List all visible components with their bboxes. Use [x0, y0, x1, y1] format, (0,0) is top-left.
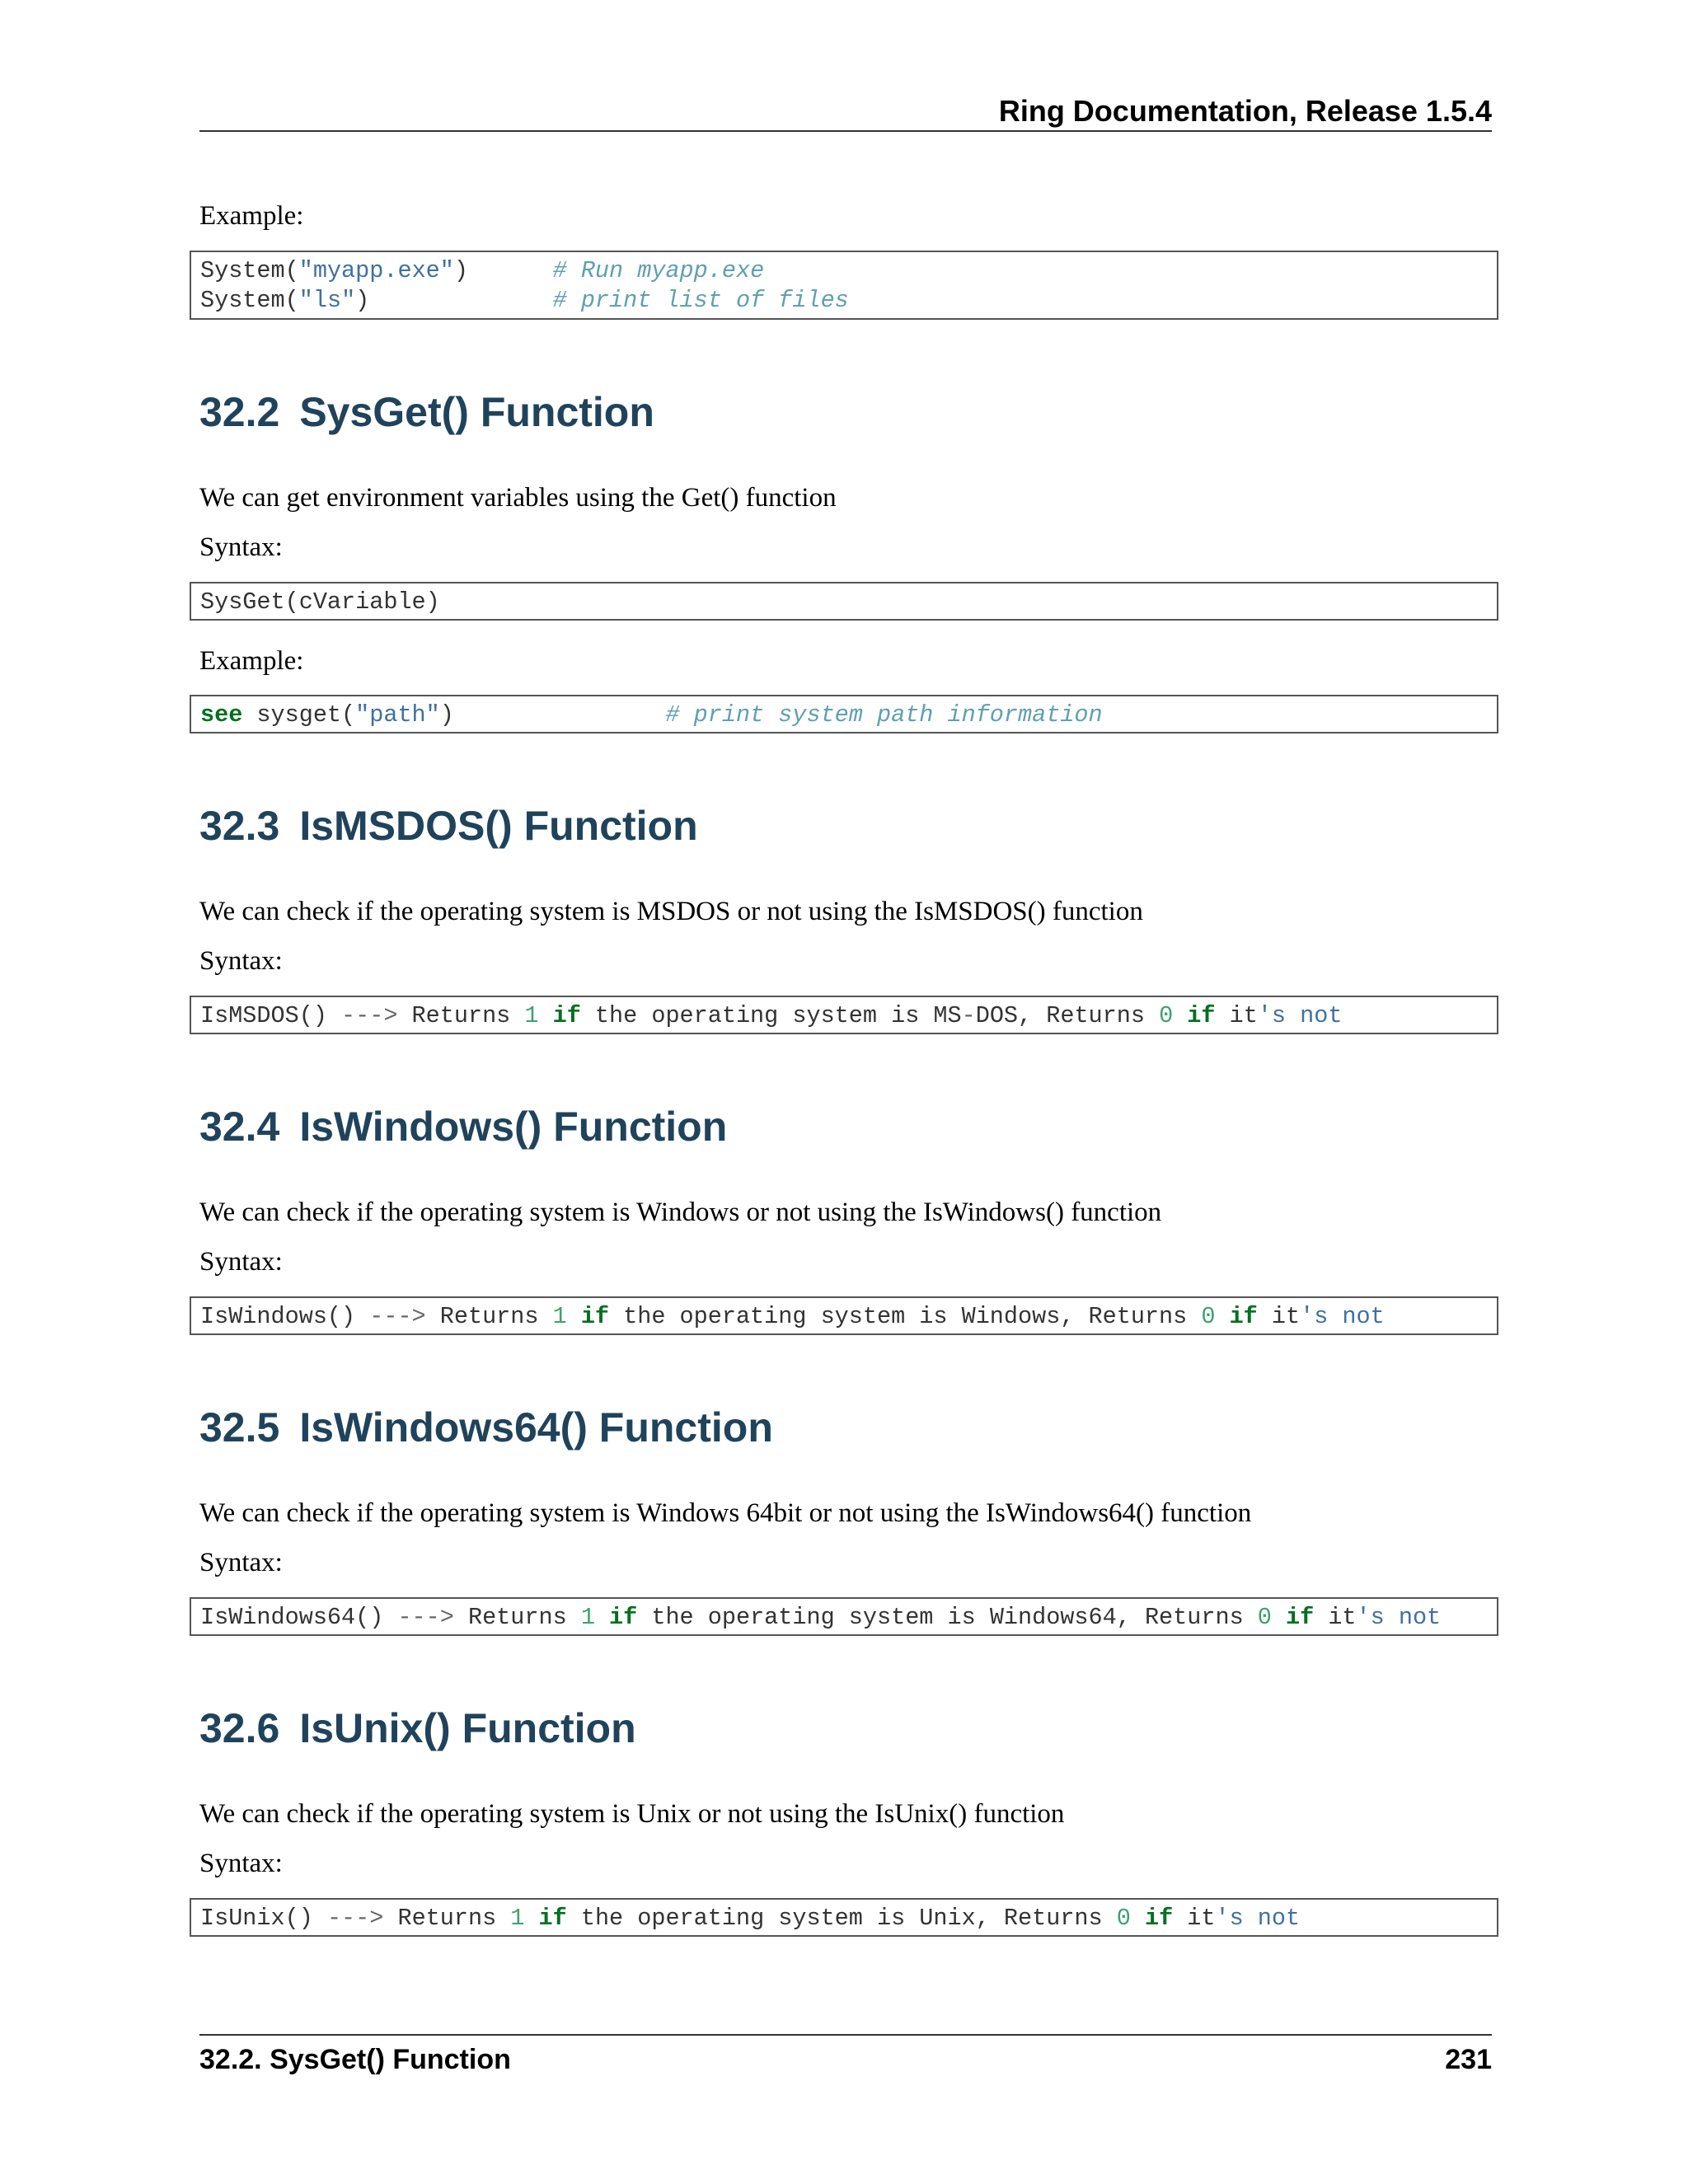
sysget-example-label: Example: — [199, 646, 304, 676]
sysget-description: We can get environment variables using the Get() function — [199, 483, 837, 513]
code-block-isunix: IsUnix() ---> Returns 1 if the operating system is Unix, Returns 0 if it's not — [190, 1898, 1498, 1937]
isunix-syntax-label: Syntax: — [199, 1849, 283, 1878]
code-block-iswindows64: IsWindows64() ---> Returns 1 if the operating system is Windows64, Returns 0 if it's not — [190, 1597, 1498, 1636]
section-heading-ismsdos: 32.3 IsMSDOS() Function — [199, 803, 698, 849]
page-number: 231 — [1445, 2044, 1492, 2075]
document-title: Ring Documentation, Release 1.5.4 — [998, 94, 1492, 128]
code-block-system: System("myapp.exe") # Run myapp.exe System("ls") # print list of files — [190, 251, 1498, 320]
code-block-sysget-syntax: SysGet(cVariable) — [190, 582, 1498, 621]
section-heading-iswindows: 32.4 IsWindows() Function — [199, 1104, 728, 1150]
iswindows-description: We can check if the operating system is Windows or not using the IsWindows() function — [199, 1197, 1162, 1227]
section-heading-isunix: 32.6 IsUnix() Function — [199, 1705, 636, 1751]
page-footer — [199, 2034, 1492, 2085]
isunix-description: We can check if the operating system is Unix or not using the IsUnix() function — [199, 1799, 1065, 1829]
iswindows-syntax-label: Syntax: — [199, 1247, 283, 1277]
ismsdos-description: We can check if the operating system is MSDOS or not using the IsMSDOS() function — [199, 897, 1143, 926]
iswindows64-description: We can check if the operating system is Windows 64bit or not using the IsWindows64() function — [199, 1498, 1252, 1528]
section-heading-sysget: 32.2 SysGet() Function — [199, 389, 654, 435]
page-header — [199, 89, 1492, 132]
section-heading-iswindows64: 32.5 IsWindows64() Function — [199, 1404, 773, 1451]
iswindows64-syntax-label: Syntax: — [199, 1548, 283, 1577]
example-label: Example: — [199, 201, 304, 231]
code-block-iswindows: IsWindows() ---> Returns 1 if the operating system is Windows, Returns 0 if it's not — [190, 1296, 1498, 1335]
code-block-ismsdos: IsMSDOS() ---> Returns 1 if the operating system is MS-DOS, Returns 0 if it's not — [190, 996, 1498, 1034]
footer-section-title: 32.2. SysGet() Function — [199, 2044, 511, 2075]
code-block-sysget-example: see sysget("path") # print system path information — [190, 695, 1498, 733]
ismsdos-syntax-label: Syntax: — [199, 946, 283, 976]
sysget-syntax-label: Syntax: — [199, 532, 283, 562]
